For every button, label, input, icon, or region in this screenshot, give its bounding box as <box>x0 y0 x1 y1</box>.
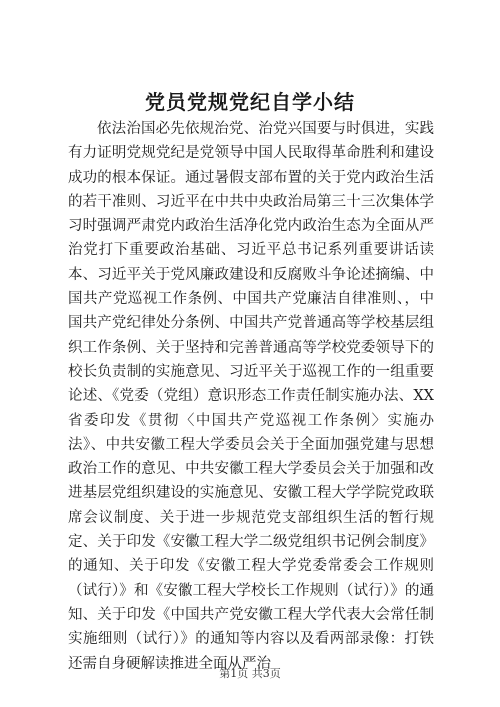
page-number-footer: 第1页 共3页 <box>219 667 281 680</box>
document-title: 党员党规党纪自学小结 <box>145 90 355 114</box>
body-paragraph: 依法治国必先依规治党、治党兴国要与时俱进，实践有力证明党规党纪是党领导中国人民取得革命胜利和建设成功的根本保证。通过暑假支部布置的关于党内政治生活的若干准则、习近平在中共中央政治局第三十三次集体学习时强调严肃党内政治生活净化党内政治生态为全面从严治党打下重要政治基础、习近平总书记系列重要讲话读本、习近平关于党风廉政建设和反腐败斗争论述摘编、中国共产党巡视工作条例、中国共产党廉洁自律准则、，中国共产党纪律处分条例、中国共产党普通高等学校基层组织工作条例、关于坚持和完善普通高等学校党委领导下的校长负责制的实施意见、习近平关于巡视工作的一组重要论述、《党委（党组）意识形态工作责任制实施办法、XX省委印发《贯彻〈中国共产党巡视工作条例〉实施办法》、中共安徽工程大学委员会关于全面加强党建与思想政治工作的意见、中共安徽工程大学委员会关于加强和改进基层党组织建设的实施意见、安徽工程大学学院党政联席会议制度、关于进一步规范党支部组织生活的暂行规定、关于印发《安徽工程大学二级党组织书记例会制度》的通知、关于印发《安徽工程大学党委常委会工作规则（试行）》和《安徽工程大学校长工作规则（试行）》的通知、关于印发《中国共产党安徽工程大学代表大会常任制实施细则（试行）》的通知等内容以及看两部录像：打铁还需自身硬解读推进全面从严治 <box>68 121 434 672</box>
